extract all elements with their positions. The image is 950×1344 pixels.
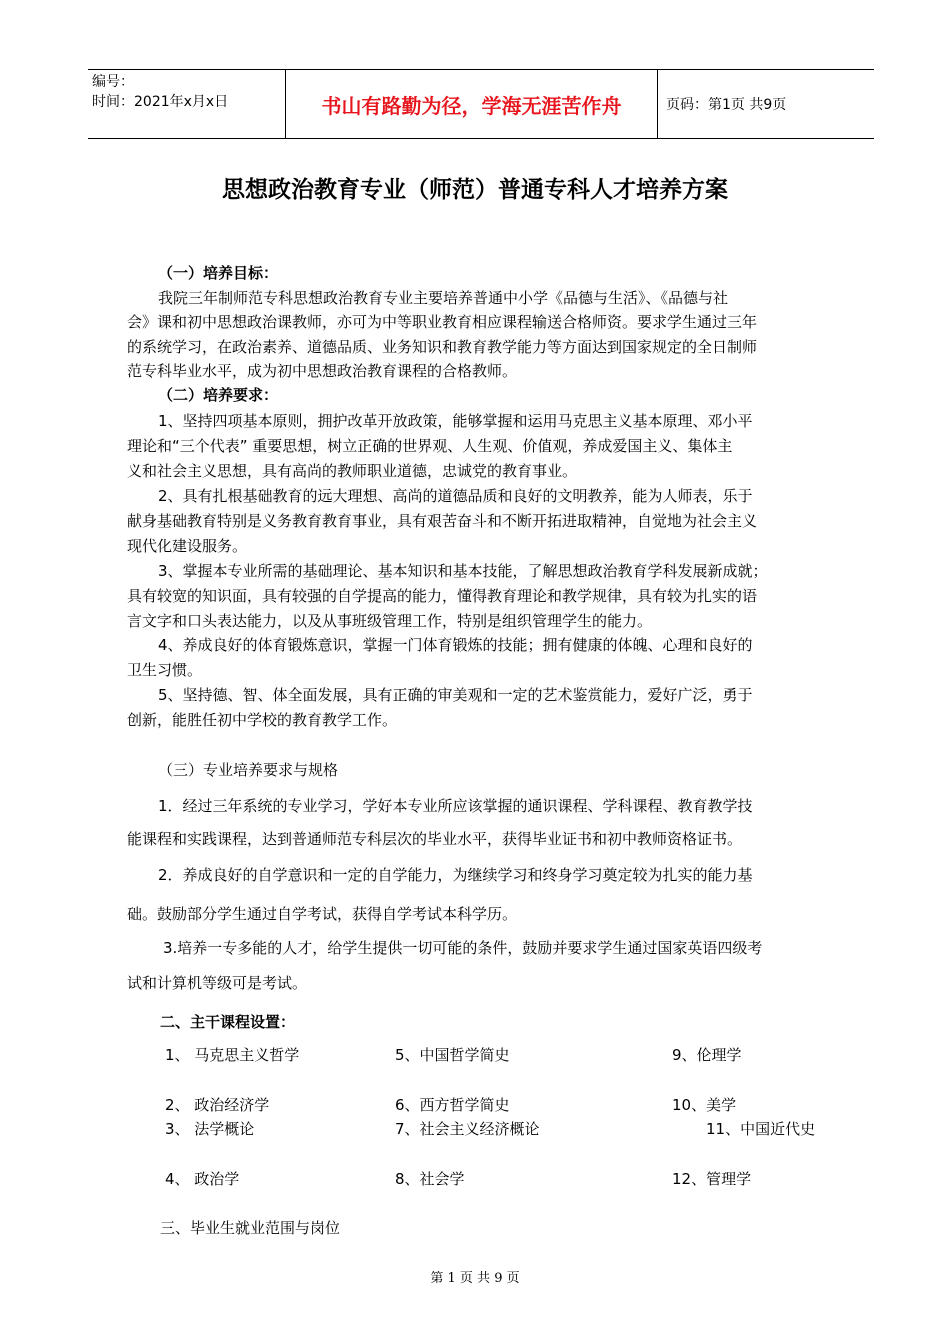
number-label: 编号：	[92, 74, 134, 90]
header-motto: 书山有路勤为径，学海无涯苦作舟	[285, 70, 658, 138]
header-page-label: 页码：第1页 共9页	[666, 97, 787, 113]
header-left	[88, 70, 285, 138]
course-item: 5、中国哲学简史	[395, 1046, 510, 1064]
paragraph-line: 献身基础教育特别是义务教育教育事业，具有艰苦奋斗和不断开拓进取精神，自觉地为社会主义	[127, 512, 758, 530]
paragraph-line: 2、具有扎根基础教育的远大理想、高尚的道德品质和良好的文明教养，能为人师表，乐于	[158, 487, 753, 505]
paragraph-line: 我院三年制师范专科思想政治教育专业主要培养普通中小学《品德与生活》、《品德与社	[158, 289, 729, 307]
course-item: 7、社会主义经济概论	[395, 1120, 540, 1138]
paragraph-line: 能课程和实践课程，达到普通师范专科层次的毕业水平，获得毕业证书和初中教师资格证书。	[127, 830, 743, 848]
section-heading-goal: （一）培养目标：	[158, 264, 279, 282]
time-label: 时间：2021年x月x日	[92, 94, 229, 110]
course-item: 4、 政治学	[165, 1170, 240, 1188]
paragraph-line: 4、养成良好的体育锻炼意识，掌握一门体育锻炼的技能；拥有健康的体魄、心理和良好的	[158, 636, 753, 654]
course-item: 6、西方哲学简史	[395, 1096, 510, 1114]
section-heading-requirements: （二）培养要求：	[158, 386, 279, 404]
paragraph-line: 3、掌握本专业所需的基础理论、基本知识和基本技能，了解思想政治教育学科发展新成就；	[158, 562, 768, 580]
course-item: 9、伦理学	[672, 1046, 742, 1064]
course-item: 2、 政治经济学	[165, 1096, 270, 1114]
paragraph-line: 义和社会主义思想，具有高尚的教师职业道德，忠诚党的教育事业。	[127, 462, 578, 480]
course-item: 10、美学	[672, 1096, 737, 1114]
paragraph-line: 范专科毕业水平，成为初中思想政治教育课程的合格教师。	[127, 362, 518, 380]
paragraph-line: 试和计算机等级可是考试。	[127, 974, 308, 992]
paragraph-line: 3.培养一专多能的人才，给学生提供一切可能的条件，鼓励并要求学生通过国家英语四级考	[163, 939, 763, 957]
section-heading-courses: 二、主干课程设置：	[160, 1013, 296, 1031]
section-heading-employment: 三、毕业生就业范围与岗位	[160, 1219, 341, 1237]
section-heading-specification: （三）专业培养要求与规格	[158, 761, 339, 779]
course-item: 3、 法学概论	[165, 1120, 255, 1138]
paragraph-line: 会》课和初中思想政治课教师，亦可为中等职业教育相应课程输送合格师资。要求学生通过三年	[127, 313, 758, 331]
course-item: 12、管理学	[672, 1170, 752, 1188]
paragraph-line: 理论和“三个代表” 重要思想，树立正确的世界观、人生观、价值观，养成爱国主义、集体主	[127, 437, 733, 455]
paragraph-line: 现代化建设服务。	[127, 537, 248, 555]
document-title: 思想政治教育专业（师范）普通专科人才培养方案	[222, 176, 728, 203]
paragraph-line: 5、坚持德、智、体全面发展，具有正确的审美观和一定的艺术鉴赏能力，爱好广泛，勇于	[158, 686, 753, 704]
paragraph-line: 具有较宽的知识面，具有较强的自学提高的能力，懂得教育理论和教学规律，具有较为扎实的语	[127, 587, 758, 605]
paragraph-line: 创新，能胜任初中学校的教育教学工作。	[127, 711, 398, 729]
paragraph-line: 言文字和口头表达能力，以及从事班级管理工作，特别是组织管理学生的能力。	[127, 612, 653, 630]
paragraph-line: 的系统学习，在政治素养、道德品质、业务知识和教育教学能力等方面达到国家规定的全日制师	[127, 338, 758, 356]
paragraph-line: 础。鼓励部分学生通过自学考试，获得自学考试本科学历。	[127, 905, 518, 923]
paragraph-line: 2．养成良好的自学意识和一定的自学能力，为继续学习和终身学习奠定较为扎实的能力基	[158, 866, 753, 884]
course-item: 11、中国近代史	[706, 1120, 816, 1138]
course-item: 1、 马克思主义哲学	[165, 1046, 300, 1064]
course-item: 8、社会学	[395, 1170, 465, 1188]
paragraph-line: 卫生习惯。	[127, 661, 203, 679]
page-footer: 第 1 页 共 9 页	[430, 1271, 520, 1286]
paragraph-line: 1．经过三年系统的专业学习，学好本专业所应该掌握的通识课程、学科课程、教育教学技	[158, 797, 753, 815]
header-table	[88, 69, 874, 139]
paragraph-line: 1、坚持四项基本原则，拥护改革开放政策，能够掌握和运用马克思主义基本原理、邓小平	[158, 412, 753, 430]
